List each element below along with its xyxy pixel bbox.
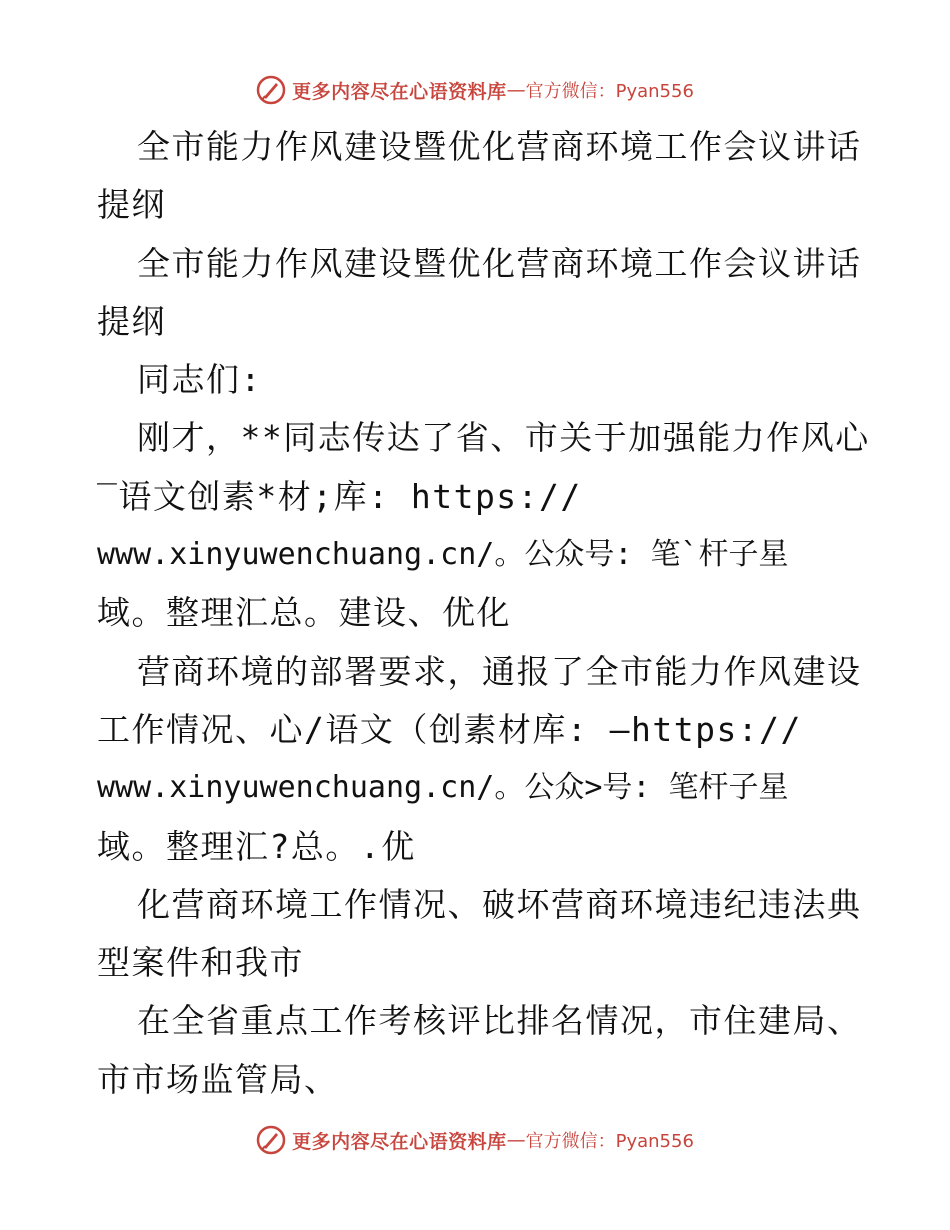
watermark-subtext: 官方微信：Pyan556 bbox=[525, 81, 694, 102]
text-line: www.xinyuwenchuang.cn/。公众>号: 笔杆子星 bbox=[97, 770, 789, 806]
text-line: 域。整理汇总。建设、优化 bbox=[97, 593, 511, 633]
text-line: 提纲 bbox=[97, 301, 166, 341]
text-line: 营商环境的部署要求，通报了全市能力作风建设 bbox=[137, 651, 862, 691]
text-line: 全市能力作风建设暨优化营商环境工作会议讲话 bbox=[137, 127, 862, 166]
watermark-dash: — bbox=[506, 1129, 526, 1151]
text-line: 同志们: bbox=[137, 360, 262, 400]
text-line: ‾语文创素*材;库: https:// bbox=[97, 476, 582, 516]
footer-watermark bbox=[0, 1120, 950, 1160]
document-body bbox=[97, 118, 870, 1109]
text-line: 在全省重点工作考核评比排名情况，市住建局、 bbox=[137, 1001, 862, 1041]
quill-logo-icon bbox=[256, 75, 286, 105]
text-line: 全市能力作风建设暨优化营商环境工作会议讲话 bbox=[137, 243, 862, 283]
text-line: 化营商环境工作情况、破坏营商环境违纪违法典 bbox=[137, 884, 862, 924]
watermark-subtext: 官方微信：Pyan556 bbox=[525, 1131, 694, 1152]
header-watermark bbox=[0, 70, 950, 110]
text-line: www.xinyuwenchuang.cn/。公众号: 笔`杆子星 bbox=[97, 537, 789, 573]
text-line: 域。整理汇?总。.优 bbox=[97, 826, 416, 866]
watermark-text: 更多内容尽在心语资料库 bbox=[292, 80, 507, 103]
text-line: 型案件和我市 bbox=[97, 943, 304, 983]
quill-logo-icon bbox=[256, 1125, 286, 1155]
text-line: 提纲 bbox=[97, 185, 166, 225]
text-line: 市市场监管局、 bbox=[97, 1059, 339, 1099]
watermark-text: 更多内容尽在心语资料库 bbox=[292, 1130, 507, 1153]
text-line: 工作情况、心/语文（创素材库: —https:// bbox=[97, 709, 802, 749]
text-line: 刚才，**同志传达了省、市关于加强能力作风心 bbox=[137, 418, 870, 458]
watermark-dash: — bbox=[506, 79, 526, 101]
